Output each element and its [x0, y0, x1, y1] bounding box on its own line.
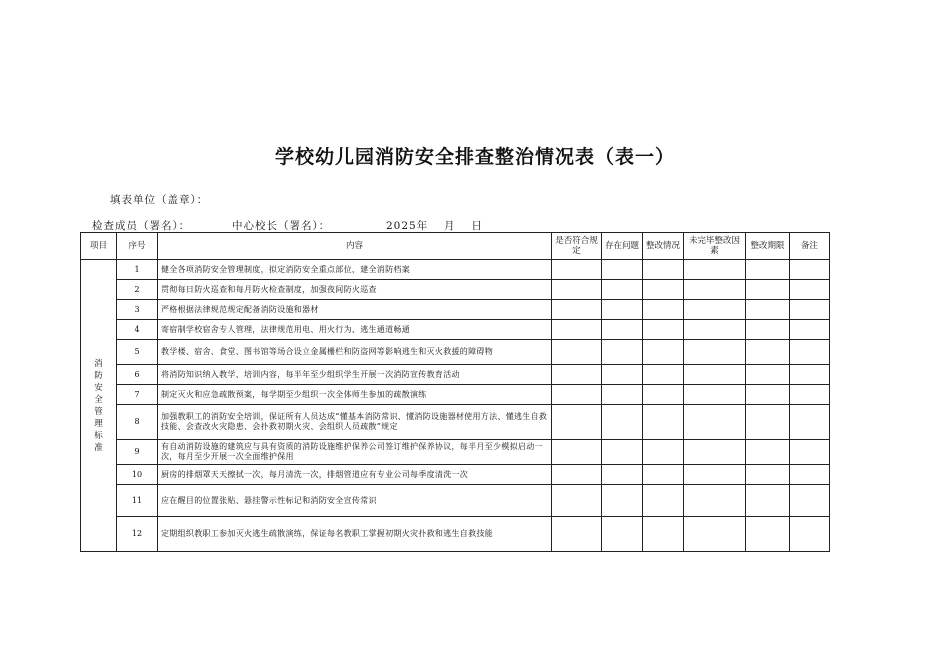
row-seq: 8 — [117, 405, 158, 440]
incomplete-factors-cell[interactable] — [684, 440, 746, 465]
issues-cell[interactable] — [602, 260, 643, 280]
compliant-cell[interactable] — [552, 280, 602, 300]
remarks-cell[interactable] — [790, 280, 830, 300]
fill-unit-label: 填表单位（盖章）： — [110, 194, 209, 206]
header-seq: 序号 — [117, 233, 158, 260]
incomplete-factors-cell[interactable] — [684, 365, 746, 385]
rectify-status-cell[interactable] — [643, 440, 684, 465]
row-seq: 12 — [117, 517, 158, 552]
remarks-cell[interactable] — [790, 517, 830, 552]
rectify-status-cell[interactable] — [643, 485, 684, 517]
compliant-cell[interactable] — [552, 340, 602, 365]
incomplete-factors-cell[interactable] — [684, 300, 746, 320]
compliant-cell[interactable] — [552, 260, 602, 280]
compliant-cell[interactable] — [552, 405, 602, 440]
row-content: 制定灭火和应急疏散预案，每学期至少组织一次全体师生参加的疏散演练 — [158, 385, 552, 405]
incomplete-factors-cell[interactable] — [684, 280, 746, 300]
principal-signature-label: 中心校长（署名）： — [232, 220, 331, 232]
row-content: 应在醒目的位置张贴、悬挂警示性标记和消防安全宣传常识 — [158, 485, 552, 517]
remarks-cell[interactable] — [790, 440, 830, 465]
table-row — [81, 320, 830, 340]
header-deadline: 整改期限 — [746, 233, 790, 260]
header-incomplete-factors: 未完毕整改因素 — [684, 233, 746, 260]
row-content: 有自动消防设施的建筑应与具有资质的消防设施维护保养公司签订维护保养协议，每半月至少模拟启动一次，每月至少开展一次全面维护保用 — [158, 440, 552, 465]
issues-cell[interactable] — [602, 485, 643, 517]
deadline-cell[interactable] — [746, 485, 790, 517]
compliant-cell[interactable] — [552, 320, 602, 340]
incomplete-factors-cell[interactable] — [684, 320, 746, 340]
issues-cell[interactable] — [602, 440, 643, 465]
table-row — [81, 465, 830, 485]
issues-cell[interactable] — [602, 517, 643, 552]
rectify-status-cell[interactable] — [643, 405, 684, 440]
remarks-cell[interactable] — [790, 405, 830, 440]
header-compliant: 是否符合规定 — [552, 233, 602, 260]
issues-cell[interactable] — [602, 300, 643, 320]
row-content: 厨房的排烟罩天天擦拭一次，每月清洗一次，排烟管道应有专业公司每季度清洗一次 — [158, 465, 552, 485]
incomplete-factors-cell[interactable] — [684, 485, 746, 517]
compliant-cell[interactable] — [552, 385, 602, 405]
date-label: 2025年 月 日 — [386, 220, 483, 232]
row-content: 严格根据法律规范规定配备消防设施和器材 — [158, 300, 552, 320]
deadline-cell[interactable] — [746, 465, 790, 485]
row-seq: 6 — [117, 365, 158, 385]
incomplete-factors-cell[interactable] — [684, 260, 746, 280]
deadline-cell[interactable] — [746, 365, 790, 385]
table-header-row — [81, 233, 830, 260]
project-cell — [81, 260, 117, 552]
row-content: 将消防知识纳入教学、培训内容，每半年至少组织学生开展一次消防宣传教育活动 — [158, 365, 552, 385]
row-content: 定期组织教职工参加灭火逃生疏散演练，保证每名教职工掌握初期火灾扑救和逃生自救技能 — [158, 517, 552, 552]
table-row — [81, 385, 830, 405]
header-project: 项目 — [81, 233, 117, 260]
issues-cell[interactable] — [602, 280, 643, 300]
table-row — [81, 440, 830, 465]
row-seq: 10 — [117, 465, 158, 485]
rectify-status-cell[interactable] — [643, 280, 684, 300]
row-content: 寄宿制学校宿舍专人管理，法律规范用电、用火行为、逃生通道畅通 — [158, 320, 552, 340]
compliant-cell[interactable] — [552, 485, 602, 517]
header-issues: 存在问题 — [602, 233, 643, 260]
issues-cell[interactable] — [602, 405, 643, 440]
rectify-status-cell[interactable] — [643, 465, 684, 485]
page-title: 学校幼儿园消防安全排查整治情况表（表一） — [274, 146, 675, 168]
table-row — [81, 260, 830, 280]
compliant-cell[interactable] — [552, 517, 602, 552]
compliant-cell[interactable] — [552, 440, 602, 465]
row-content: 健全各项消防安全管理制度，拟定消防安全重点部位，建全消防档案 — [158, 260, 552, 280]
deadline-cell[interactable] — [746, 517, 790, 552]
incomplete-factors-cell[interactable] — [684, 517, 746, 552]
remarks-cell[interactable] — [790, 260, 830, 280]
compliant-cell[interactable] — [552, 365, 602, 385]
row-seq: 1 — [117, 260, 158, 280]
remarks-cell[interactable] — [790, 485, 830, 517]
compliant-cell[interactable] — [552, 300, 602, 320]
row-seq: 4 — [117, 320, 158, 340]
table-row — [81, 340, 830, 365]
remarks-cell[interactable] — [790, 340, 830, 365]
header-content: 内容 — [158, 233, 552, 260]
deadline-cell[interactable] — [746, 260, 790, 280]
table-row — [81, 365, 830, 385]
table-row — [81, 300, 830, 320]
header-rectify-status: 整改情况 — [643, 233, 684, 260]
header-remarks: 备注 — [790, 233, 830, 260]
deadline-cell[interactable] — [746, 340, 790, 365]
inspection-table — [80, 232, 830, 552]
deadline-cell[interactable] — [746, 320, 790, 340]
issues-cell[interactable] — [602, 320, 643, 340]
rectify-status-cell[interactable] — [643, 340, 684, 365]
remarks-cell[interactable] — [790, 465, 830, 485]
deadline-cell[interactable] — [746, 440, 790, 465]
deadline-cell[interactable] — [746, 385, 790, 405]
table-row — [81, 280, 830, 300]
rectify-status-cell[interactable] — [643, 320, 684, 340]
table-row — [81, 517, 830, 552]
rectify-status-cell[interactable] — [643, 260, 684, 280]
table-row — [81, 405, 830, 440]
incomplete-factors-cell[interactable] — [684, 385, 746, 405]
row-seq: 7 — [117, 385, 158, 405]
incomplete-factors-cell[interactable] — [684, 340, 746, 365]
row-seq: 9 — [117, 440, 158, 465]
rectify-status-cell[interactable] — [643, 517, 684, 552]
row-seq: 2 — [117, 280, 158, 300]
incomplete-factors-cell[interactable] — [684, 465, 746, 485]
compliant-cell[interactable] — [552, 465, 602, 485]
remarks-cell[interactable] — [790, 320, 830, 340]
incomplete-factors-cell[interactable] — [684, 405, 746, 440]
issues-cell[interactable] — [602, 385, 643, 405]
inspection-members-label: 检查成员（署名）： — [92, 220, 191, 232]
rectify-status-cell[interactable] — [643, 300, 684, 320]
remarks-cell[interactable] — [790, 365, 830, 385]
project-name: 消防安全管理标准 — [94, 358, 103, 453]
row-content: 教学楼、宿舍、食堂、图书馆等场合设立金属栅栏和防盗网等影响逃生和灭火救援的障碍物 — [158, 340, 552, 365]
table-row — [81, 485, 830, 517]
issues-cell[interactable] — [602, 365, 643, 385]
rectify-status-cell[interactable] — [643, 385, 684, 405]
rectify-status-cell[interactable] — [643, 365, 684, 385]
row-seq: 5 — [117, 340, 158, 365]
issues-cell[interactable] — [602, 340, 643, 365]
remarks-cell[interactable] — [790, 385, 830, 405]
deadline-cell[interactable] — [746, 300, 790, 320]
issues-cell[interactable] — [602, 465, 643, 485]
deadline-cell[interactable] — [746, 280, 790, 300]
row-content: 加强教职工的消防安全培训，保证所有人员达成“懂基本消防常识、懂消防设施器材使用方法、懂逃生自救技能、会查改火灾隐患、会扑救初期火灾、会组织人员疏散”规定 — [158, 405, 552, 440]
row-content: 贯彻每日防火巡查和每月防火检查制度，加强夜间防火巡查 — [158, 280, 552, 300]
deadline-cell[interactable] — [746, 405, 790, 440]
row-seq: 11 — [117, 485, 158, 517]
remarks-cell[interactable] — [790, 300, 830, 320]
row-seq: 3 — [117, 300, 158, 320]
